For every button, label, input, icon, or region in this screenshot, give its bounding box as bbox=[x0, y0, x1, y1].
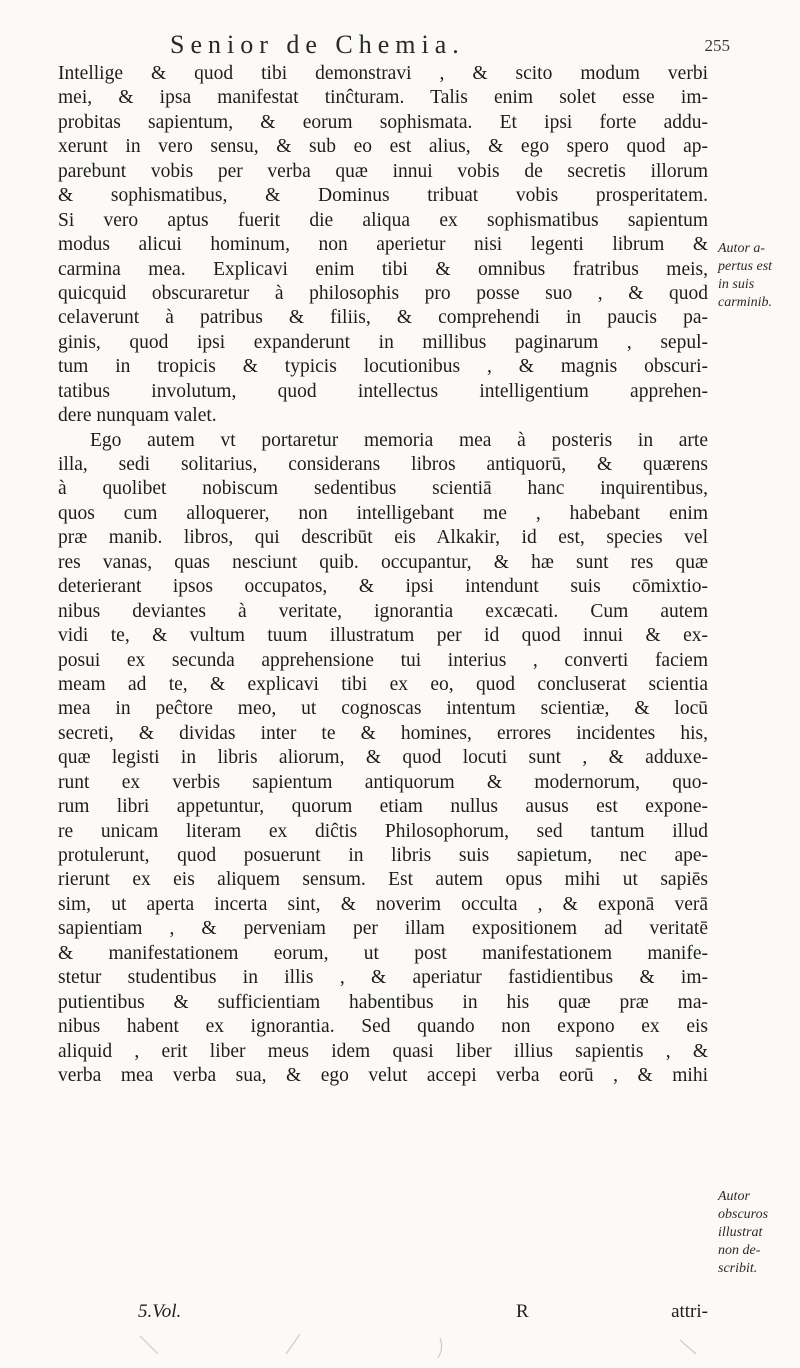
text-line: protulerunt, quod posuerunt in libris suis sapietum, nec ape- bbox=[58, 845, 708, 866]
text-line: meam ad te, & explicavi tibi ex eo, quod concluserat scientia bbox=[58, 673, 708, 695]
gathering-letter: R bbox=[516, 1301, 529, 1322]
text-line: aliquid , erit liber meus idem quasi liber illius sapientis , & bbox=[58, 1040, 708, 1062]
margin-note-line: in suis bbox=[718, 277, 755, 292]
text-line: Si vero aptus fuerit die aliqua ex sophismatibus sapientum bbox=[58, 209, 708, 231]
text-line: parebunt vobis per verba quæ innui vobis de secretis illorum bbox=[58, 160, 708, 182]
text-line: probitas sapientum, & eorum sophismata. Et ipsi forte addu- bbox=[58, 111, 708, 133]
text-line: celaverunt à patribus & filiis, & comprehendi in paucis pa- bbox=[58, 307, 708, 329]
margin-note-line: carminib. bbox=[718, 295, 773, 310]
text-line: sapientiam , & perveniam per illam expositionem ad veritatē bbox=[58, 918, 708, 940]
text-line: rierunt ex eis aliquem sensum. Est autem opus mihi ut sapiēs bbox=[58, 869, 708, 891]
text-line: ginis, quod ipsi expanderunt in millibus paginarum , sepul- bbox=[58, 331, 708, 353]
text-line: mea in peĉtore meo, ut cognoscas intentum scientiæ, & locū bbox=[58, 698, 708, 720]
margin-note-line: pertus est bbox=[718, 259, 773, 274]
text-line: præ manib. libros, qui describūt eis Alkakir, id est, species vel bbox=[58, 527, 708, 549]
text-line: nibus deviantes à veritate, ignorantia excæcati. Cum autem bbox=[58, 600, 708, 622]
text-line: xerunt in vero sensu, & sub eo est alius, & ego spero quod ap- bbox=[58, 136, 708, 158]
text-line: rum libri appetuntur, quorum etiam nullus ausus est expone- bbox=[58, 796, 708, 818]
text-line: quicquid obscuraretur à philosophis pro posse suo , & quod bbox=[58, 282, 708, 304]
text-line: deterierant ipsos occupatos, & ipsi intendunt suis cōmixtio- bbox=[58, 576, 708, 598]
margin-note-author-illustrates bbox=[718, 1188, 798, 1278]
body-text bbox=[58, 62, 708, 1088]
text-line: carmina mea. Explicavi enim tibi & omnibus fratribus meis, bbox=[58, 258, 708, 280]
text-line: tatibus involutum, quod intellectus intelligentium apprehen- bbox=[58, 380, 708, 402]
text-line: sim, ut aperta incerta sint, & noverim occulta , & exponā verā bbox=[58, 893, 708, 915]
text-line: re unicam literam ex diĉtis Philosophorum, sed tantum illud bbox=[58, 820, 708, 842]
text-line: runt ex verbis sapientum antiquorum & modernorum, quo- bbox=[58, 771, 708, 793]
text-line: à quolibet nobiscum sedentibus scientiā hanc inquirentibus, bbox=[58, 478, 708, 500]
margin-note-line: obscuros bbox=[718, 1207, 769, 1222]
running-head: Senior de Chemia. bbox=[170, 30, 465, 59]
text-line: modus alicui hominum, non aperietur nisi legenti librum & bbox=[58, 234, 708, 256]
text-line: res vanas, quas nesciunt quib. occupantur, & hæ sunt res quæ bbox=[58, 551, 708, 573]
text-line: tum in tropicis & typicis locutionibus , & magnis obscuri- bbox=[58, 356, 708, 378]
page-footer bbox=[58, 1301, 708, 1329]
text-line: quæ legisti in libris aliorum, & quod locuti sunt , & adduxe- bbox=[58, 747, 708, 769]
text-line: quos cum alloquerer, non intelligebant me , habebant enim bbox=[58, 502, 708, 524]
margin-note-line: scribit. bbox=[718, 1261, 758, 1276]
text-line: stetur studentibus in illis , & aperiatur fastidientibus & im- bbox=[58, 967, 708, 989]
text-line: verba mea verba sua, & ego velut accepi verba eorū , & mihi bbox=[58, 1064, 708, 1086]
margin-note-line: non de- bbox=[718, 1243, 761, 1258]
text-line: mei, & ipsa manifestat tinĉturam. Talis enim solet esse im- bbox=[58, 87, 708, 109]
margin-note-author-open bbox=[718, 240, 798, 312]
text-line: & sophismatibus, & Dominus tribuat vobis prosperitatem. bbox=[58, 185, 708, 207]
text-line: vidi te, & vultum tuum illustratum per id quod innui & ex- bbox=[58, 625, 708, 647]
text-line: secreti, & dividas inter te & homines, errores incidentes his, bbox=[58, 722, 708, 744]
margin-note-line: Autor bbox=[718, 1189, 750, 1204]
text-line: posui ex secunda apprehensione tui interius , converti faciem bbox=[58, 649, 708, 671]
signature-mark: 5.Vol. bbox=[138, 1301, 182, 1322]
text-line: dere nunquam valet. bbox=[58, 405, 217, 427]
text-line: putientibus & sufficientiam habentibus in his quæ præ ma- bbox=[58, 991, 708, 1013]
text-line: illa, sedi solitarius, considerans libros antiquorū, & quærens bbox=[58, 454, 708, 475]
show-through-marks bbox=[80, 1332, 730, 1362]
margin-note-line: Autor a- bbox=[718, 241, 766, 256]
text-line: nibus habent ex ignorantia. Sed quando non expono ex eis bbox=[58, 1016, 708, 1038]
text-line: Intellige & quod tibi demonstravi , & scito modum verbi bbox=[58, 63, 708, 84]
catchword: attri- bbox=[671, 1301, 708, 1322]
page-header bbox=[170, 30, 730, 62]
margin-note-line: illustrat bbox=[718, 1225, 763, 1240]
page-number: 255 bbox=[704, 36, 730, 55]
text-line: Ego autem vt portaretur memoria mea à posteris in arte bbox=[90, 429, 708, 451]
text-line: & manifestationem eorum, ut post manifestationem manife- bbox=[58, 942, 708, 964]
